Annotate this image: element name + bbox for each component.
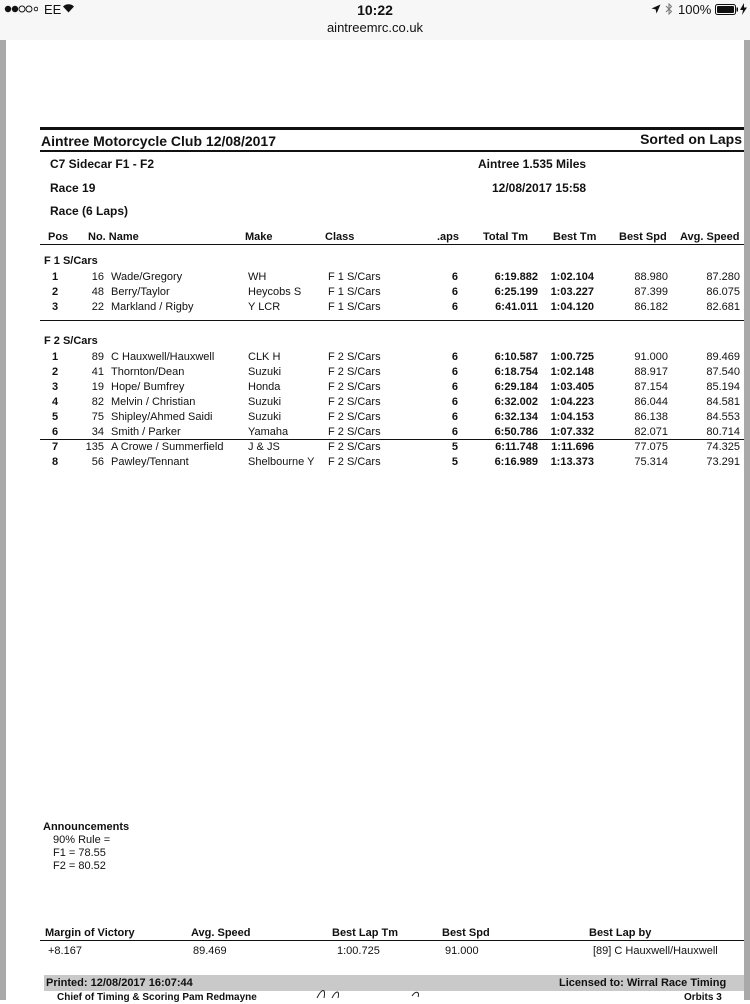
cell-laps: 6 bbox=[451, 351, 458, 363]
cell-no: 56 bbox=[91, 456, 104, 468]
cell-class: F 2 S/Cars bbox=[328, 441, 381, 453]
summary-best-lap-time: 1:00.725 bbox=[337, 945, 380, 957]
cell-laps: 6 bbox=[451, 411, 458, 423]
signature-icon bbox=[312, 988, 432, 1000]
cell-laps: 6 bbox=[451, 396, 458, 408]
cell-make: Suzuki bbox=[248, 366, 282, 378]
cell-class: F 2 S/Cars bbox=[328, 396, 381, 408]
summary-header-best-speed: Best Spd bbox=[442, 927, 490, 939]
header-make: Make bbox=[245, 231, 273, 243]
cell-class: F 2 S/Cars bbox=[328, 366, 381, 378]
summary-rule bbox=[40, 940, 744, 941]
cell-best-spd: 86.138 bbox=[634, 411, 668, 423]
announcement-line: F2 = 80.52 bbox=[53, 860, 106, 872]
cell-avg: 89.469 bbox=[706, 351, 740, 363]
cell-make: Yamaha bbox=[248, 426, 289, 438]
summary-header-best-lap-time: Best Lap Tm bbox=[332, 927, 399, 939]
cell-no: 34 bbox=[91, 426, 104, 438]
cell-best-tm: 1:02.148 bbox=[550, 366, 594, 378]
summary-header-best-lap-by: Best Lap by bbox=[589, 927, 652, 939]
event-name: C7 Sidecar F1 - F2 bbox=[50, 157, 155, 171]
circuit-name: Aintree 1.535 Miles bbox=[478, 157, 587, 171]
cell-avg: 80.714 bbox=[706, 426, 740, 438]
summary-best-lap-by: [89] C Hauxwell/Hauxwell bbox=[593, 945, 718, 957]
cell-no: 89 bbox=[91, 351, 104, 363]
cell-total: 6:32.002 bbox=[494, 396, 538, 408]
carrier-label: EE bbox=[44, 2, 62, 17]
cell-make: WH bbox=[248, 271, 267, 283]
cell-avg: 87.540 bbox=[706, 366, 740, 378]
cell-total: 6:50.786 bbox=[494, 426, 538, 438]
cell-total: 6:11.748 bbox=[495, 441, 538, 453]
cell-class: F 2 S/Cars bbox=[328, 456, 381, 468]
cell-avg: 86.075 bbox=[706, 286, 740, 298]
cell-best-spd: 82.071 bbox=[634, 426, 668, 438]
cell-best-spd: 86.044 bbox=[634, 396, 668, 408]
cell-no: 48 bbox=[91, 286, 104, 298]
orbits-version: Orbits 3 bbox=[684, 992, 722, 1003]
cell-best-spd: 75.314 bbox=[634, 456, 668, 468]
charging-icon bbox=[740, 3, 747, 15]
race-number: Race 19 bbox=[50, 181, 96, 195]
cell-total: 6:16.989 bbox=[494, 456, 538, 468]
cell-class: F 2 S/Cars bbox=[328, 411, 381, 423]
summary-header-avg: Avg. Speed bbox=[191, 927, 251, 939]
battery-percent: 100% bbox=[678, 2, 712, 17]
cell-make: J & JS bbox=[248, 441, 280, 453]
cell-laps: 6 bbox=[451, 381, 458, 393]
header-rule bbox=[40, 244, 744, 245]
status-time: 10:22 bbox=[357, 2, 393, 18]
cell-best-spd: 88.980 bbox=[634, 271, 668, 283]
cell-total: 6:10.587 bbox=[494, 351, 538, 363]
cell-best-spd: 88.917 bbox=[634, 366, 668, 378]
cell-best-tm: 1:04.223 bbox=[550, 396, 594, 408]
cell-no: 41 bbox=[91, 366, 104, 378]
cell-best-tm: 1:04.120 bbox=[550, 301, 594, 313]
cell-no: 16 bbox=[91, 271, 104, 283]
cell-pos: 8 bbox=[51, 456, 59, 468]
cell-make: CLK H bbox=[248, 351, 281, 363]
cell-best-spd: 91.000 bbox=[634, 351, 668, 363]
cell-total: 6:32.134 bbox=[494, 411, 538, 423]
club-title: Aintree Motorcycle Club 12/08/2017 bbox=[41, 133, 276, 149]
chief-of-timing: Chief of Timing & Scoring Pam Redmayne bbox=[57, 992, 257, 1003]
cell-make: Shelbourne Y bbox=[248, 456, 315, 468]
cell-pos: 2 bbox=[51, 366, 59, 378]
summary-avg-speed: 89.469 bbox=[193, 945, 227, 957]
cell-best-spd: 87.399 bbox=[634, 286, 668, 298]
cell-pos: 6 bbox=[51, 426, 59, 438]
cell-best-tm: 1:11.696 bbox=[551, 441, 594, 453]
cell-avg: 87.280 bbox=[706, 271, 740, 283]
status-bar bbox=[0, 0, 750, 40]
cell-best-tm: 1:04.153 bbox=[550, 411, 594, 423]
cell-laps: 5 bbox=[451, 441, 458, 453]
cell-laps: 5 bbox=[451, 456, 458, 468]
location-arrow-icon bbox=[651, 4, 661, 14]
cell-pos: 7 bbox=[51, 441, 59, 453]
cell-make: Suzuki bbox=[248, 411, 282, 423]
header-no-name: No. Name bbox=[88, 231, 139, 243]
cell-avg: 82.681 bbox=[706, 301, 740, 313]
cell-best-tm: 1:03.405 bbox=[550, 381, 594, 393]
cell-no: 22 bbox=[91, 301, 104, 313]
cell-best-tm: 1:02.104 bbox=[550, 271, 594, 283]
cell-name: Shipley/Ahmed Saidi bbox=[111, 411, 213, 423]
cell-laps: 6 bbox=[451, 301, 458, 313]
cell-laps: 6 bbox=[451, 286, 458, 298]
cell-class: F 2 S/Cars bbox=[328, 351, 381, 363]
cell-best-tm: 1:00.725 bbox=[550, 351, 594, 363]
announcements-title: Announcements bbox=[43, 821, 130, 833]
cell-total: 6:41.011 bbox=[495, 301, 538, 313]
header-pos: Pos bbox=[48, 231, 69, 243]
cell-name: A Crowe / Summerfield bbox=[111, 441, 224, 453]
cell-pos: 3 bbox=[51, 301, 59, 313]
race-datetime: 12/08/2017 15:58 bbox=[492, 181, 587, 195]
cell-best-spd: 86.182 bbox=[634, 301, 668, 313]
cell-class: F 1 S/Cars bbox=[328, 301, 381, 313]
cell-total: 6:25.199 bbox=[494, 286, 538, 298]
cell-pos: 3 bbox=[51, 381, 59, 393]
cell-avg: 85.194 bbox=[706, 381, 740, 393]
cell-pos: 1 bbox=[51, 271, 59, 283]
cell-avg: 84.581 bbox=[706, 396, 740, 408]
cell-name: Wade/Gregory bbox=[111, 271, 183, 283]
announcement-line: F1 = 78.55 bbox=[53, 847, 106, 859]
group-rule bbox=[40, 320, 744, 321]
cell-name: Markland / Rigby bbox=[111, 301, 194, 313]
cell-total: 6:29.184 bbox=[494, 381, 538, 393]
race-laps: Race (6 Laps) bbox=[50, 204, 129, 218]
cell-make: Honda bbox=[248, 381, 281, 393]
cell-name: Thornton/Dean bbox=[111, 366, 185, 378]
group-label: F 1 S/Cars bbox=[44, 255, 98, 267]
cell-total: 6:19.882 bbox=[494, 271, 538, 283]
cell-pos: 4 bbox=[51, 396, 59, 408]
cell-pos: 2 bbox=[51, 286, 59, 298]
cell-no: 82 bbox=[91, 396, 104, 408]
cell-no: 75 bbox=[91, 411, 104, 423]
cell-avg: 74.325 bbox=[706, 441, 740, 453]
printed-timestamp: Printed: 12/08/2017 16:07:44 bbox=[46, 977, 193, 989]
cell-no: 19 bbox=[91, 381, 104, 393]
cell-best-tm: 1:07.332 bbox=[550, 426, 594, 438]
group-label: F 2 S/Cars bbox=[44, 335, 98, 347]
cell-total: 6:18.754 bbox=[494, 366, 538, 378]
battery-icon bbox=[715, 4, 739, 15]
cell-laps: 6 bbox=[451, 271, 458, 283]
cell-best-tm: 1:03.227 bbox=[550, 286, 594, 298]
cell-name: Smith / Parker bbox=[111, 426, 181, 438]
header-laps: .aps bbox=[437, 231, 460, 243]
cell-name: Hope/ Bumfrey bbox=[111, 381, 185, 393]
cell-class: F 1 S/Cars bbox=[328, 286, 381, 298]
cell-make: Heycobs S bbox=[248, 286, 302, 298]
cell-laps: 6 bbox=[451, 426, 458, 438]
licensed-to: Licensed to: Wirral Race Timing bbox=[559, 977, 727, 989]
header-best-speed: Best Spd bbox=[619, 231, 667, 243]
cell-no: 135 bbox=[85, 441, 104, 453]
cell-name: Berry/Taylor bbox=[111, 286, 170, 298]
results-document bbox=[12, 40, 744, 1003]
cell-name: C Hauxwell/Hauxwell bbox=[111, 351, 215, 363]
bluetooth-icon bbox=[665, 3, 673, 15]
page-edge-left bbox=[0, 40, 6, 1000]
cell-class: F 2 S/Cars bbox=[328, 381, 381, 393]
cell-name: Pawley/Tennant bbox=[111, 456, 189, 468]
summary-margin: +8.167 bbox=[48, 945, 82, 957]
cell-pos: 5 bbox=[51, 411, 59, 423]
cell-laps: 6 bbox=[451, 366, 458, 378]
header-total-time: Total Tm bbox=[483, 231, 529, 243]
header-class: Class bbox=[325, 231, 355, 243]
cell-name: Melvin / Christian bbox=[111, 396, 196, 408]
cell-make: Suzuki bbox=[248, 396, 282, 408]
cell-make: Y LCR bbox=[248, 301, 281, 313]
announcement-line: 90% Rule = bbox=[53, 834, 111, 846]
summary-header-margin: Margin of Victory bbox=[45, 927, 135, 939]
cell-class: F 1 S/Cars bbox=[328, 271, 381, 283]
summary-best-speed: 91.000 bbox=[445, 945, 479, 957]
cell-avg: 84.553 bbox=[706, 411, 740, 423]
sorted-label: Sorted on Laps bbox=[640, 131, 742, 147]
header-avg-speed: Avg. Speed bbox=[680, 231, 740, 243]
url-text[interactable]: aintreemrc.co.uk bbox=[326, 20, 424, 35]
page-edge-right bbox=[744, 40, 750, 1000]
cell-pos: 1 bbox=[51, 351, 59, 363]
cell-class: F 2 S/Cars bbox=[328, 426, 381, 438]
title-rule bbox=[40, 150, 744, 152]
cell-best-tm: 1:13.373 bbox=[550, 456, 594, 468]
header-best-time: Best Tm bbox=[553, 231, 597, 243]
cell-avg: 73.291 bbox=[706, 456, 740, 468]
cell-best-spd: 77.075 bbox=[634, 441, 668, 453]
cell-best-spd: 87.154 bbox=[634, 381, 668, 393]
